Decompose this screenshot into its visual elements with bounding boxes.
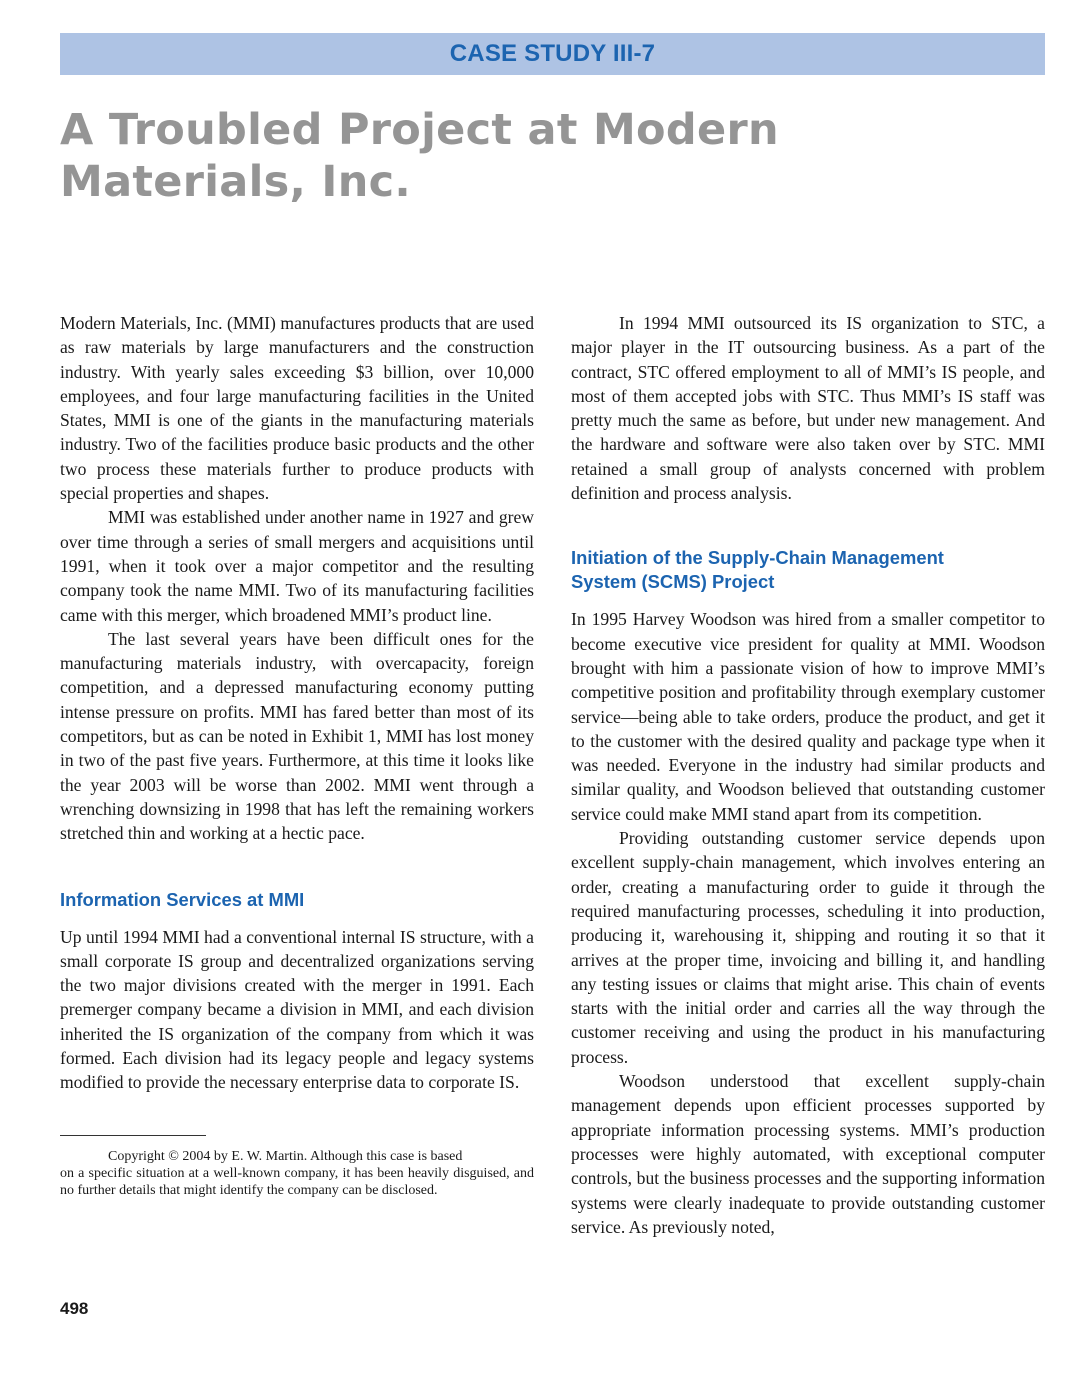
right-column [571,311,1045,1239]
paragraph: In 1995 Harvey Woodson was hired from a smaller competitor to become executive vice president for quality at MMI. Woodson brought with him a passionate vision of how to improve MMI’s competitive position and profitability through exemplary customer service—being able to take orders, produce the product, and get it to the customer with the desired quality and package type when it was needed. Everyone in the industry had similar products and similar quality, and Woodson believed that outstanding customer service could make MMI stand apart from its competition. [571,609,1045,824]
section-heading-line: System (SCMS) Project [571,571,775,593]
section-heading-information-services: Information Services at MMI [60,888,305,910]
page-number: 498 [60,1299,89,1318]
copyright-footnote [60,1148,534,1200]
paragraph: Up until 1994 MMI had a conventional internal IS structure, with a small corporate IS group and decentralized organizations serving the two major divisions created with the merger in 1991. Each premerger company became a division in MMI, and each division inherited the IS organization of the company from which it was formed. Each division had its legacy people and legacy systems modified to provide the necessary enterprise data to corporate IS. [60,926,534,1093]
left-column [60,311,534,1200]
case-title: A Troubled Project at Modern Materials, Inc. [60,105,779,207]
footnote-divider [60,1135,206,1136]
case-study-banner [60,33,1045,75]
paragraph: In 1994 MMI outsourced its IS organization to STC, a major player in the IT outsourcing business. As a part of the contract, STC offered employment to all of MMI’s IS people, and most of them accepted jobs with STC. Thus MMI’s IS staff was pretty much the same as before, but under new management. And the hardware and software were also taken over by STC. MMI retained a small group of analysts concerned with problem definition and process analysis. [571,313,1045,504]
paragraph: Woodson understood that excellent supply-chain management depends upon efficient processes supported by appropriate information processing systems. MMI’s production processes were highly automated, with exceptional computer controls, but the business processes and the supporting information systems were clearly inadequate to provide outstanding customer service. As previously noted, [571,1071,1045,1237]
banner-label: CASE STUDY III-7 [449,40,656,67]
section-heading-line: Initiation of the Supply-Chain Management [571,547,944,569]
footnote-line: on a specific situation at a well-known company, it has been heavily disguised, and no further details that might identify the company can be disclosed. [60,1166,534,1199]
footnote-line: Copyright © 2004 by E. W. Martin. Although this case is based [108,1148,463,1164]
paragraph: MMI was established under another name in 1927 and grew over time through a series of small mergers and acquisitions until 1991, when it took over a major competitor and the resulting company took the name MMI. Two of its manufacturing facilities came with this merger, which broadened MMI’s product line. [60,507,534,625]
paragraph: The last several years have been difficult ones for the manufacturing materials industry, with overcapacity, foreign competition, and a depressed manufacturing economy putting intense pressure on profits. MMI has fared better than most of its competitors, but as can be noted in Exhibit 1, MMI has lost money in two of the past five years. Furthermore, at this time it looks like the year 2003 will be worse than 2002. MMI went through a wrenching downsizing in 1998 that has left the remaining workers stretched thin and working at a hectic pace. [60,628,534,844]
section-heading-scms-project [571,546,1045,594]
paragraph: Modern Materials, Inc. (MMI) manufactures products that are used as raw materials by large manufacturers and the construction industry. With yearly sales exceeding $3 billion, over 10,000 employees, and four large manufacturing facilities in the United States, MMI is one of the giants in the manufacturing materials industry. Two of the facilities produce basic products and the other two process these materials further to produce products with special properties and shapes. [60,313,534,504]
paragraph: Providing outstanding customer service depends upon excellent supply-chain management, which involves entering an order, creating a manufacturing order to guide it through the required manufacturing processes, scheduling it into production, producing it, warehousing it, shipping and routing it so that it arrives at the proper time, invoicing and billing it, and handling any testing issues or claims that might arise. This chain of events starts with the initial order and carries all the way through the customer receiving and using the product in his manufacturing process. [571,828,1045,1067]
